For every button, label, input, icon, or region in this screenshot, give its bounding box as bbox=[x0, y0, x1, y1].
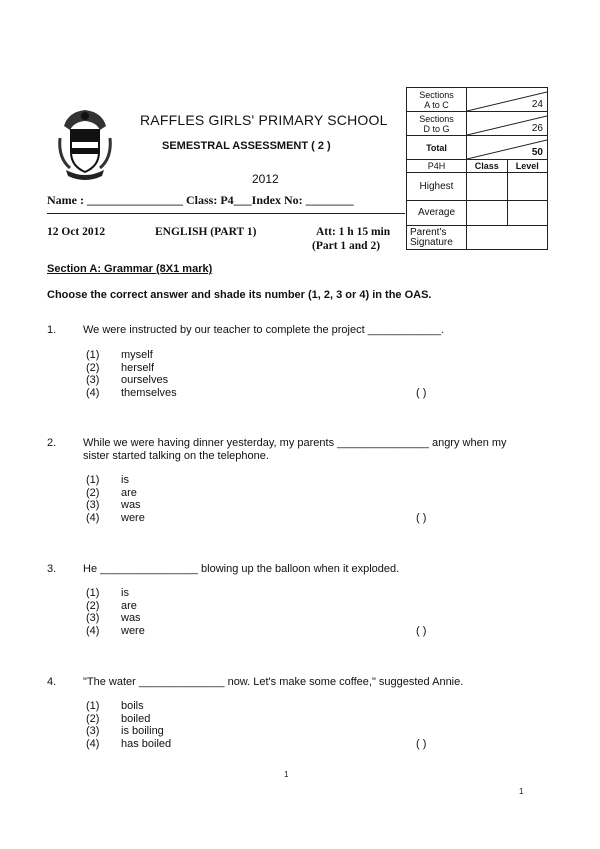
option-number: (2) bbox=[86, 361, 100, 374]
option-text: themselves bbox=[121, 386, 177, 399]
option-text: was bbox=[121, 612, 141, 625]
parents-signature-cell bbox=[467, 226, 548, 250]
highest-level-cell bbox=[507, 173, 548, 201]
question-text: While we were having dinner yesterday, my parents _______________ angry when my sister started talking on the telephone. bbox=[83, 437, 507, 462]
total-score-cell bbox=[467, 136, 548, 160]
average-level-cell bbox=[507, 201, 548, 226]
option-number: (3) bbox=[86, 725, 100, 738]
section-title: Section A: Grammar (8X1 mark) bbox=[47, 263, 213, 275]
option-number: (2) bbox=[86, 599, 100, 612]
question-text: "The water ______________ now. Let's make some coffee," suggested Annie. bbox=[83, 676, 464, 688]
option-text: were bbox=[121, 511, 145, 524]
section-instruction: Choose the correct answer and shade its number (1, 2, 3 or 4) in the OAS. bbox=[47, 289, 432, 301]
sections-d-g-label: Sections D to G bbox=[407, 112, 467, 136]
sections-d-g-score-cell bbox=[467, 112, 548, 136]
answer-bracket[interactable]: ( ) bbox=[416, 738, 427, 750]
question-text: He ________________ blowing up the balloon when it exploded. bbox=[83, 563, 400, 575]
header-divider bbox=[47, 213, 405, 214]
total-score: 50 bbox=[531, 147, 543, 158]
question-number: 3. bbox=[47, 563, 57, 575]
option-text: is bbox=[121, 587, 129, 599]
exam-date: 12 Oct 2012 bbox=[47, 226, 106, 238]
corner-mark: 1 bbox=[519, 787, 524, 796]
option-number: (1) bbox=[86, 349, 100, 361]
attempt-time: Att: 1 h 15 min bbox=[316, 226, 391, 238]
attempt-parts: (Part 1 and 2) bbox=[312, 240, 381, 252]
question-number: 1. bbox=[47, 324, 57, 336]
school-crest-logo bbox=[56, 108, 114, 180]
parents-signature-label: Parent's Signature bbox=[407, 226, 467, 250]
paper-title: ENGLISH (PART 1) bbox=[155, 226, 257, 238]
class-header: Class bbox=[467, 160, 508, 173]
exam-title: SEMESTRAL ASSESSMENT ( 2 ) bbox=[162, 140, 331, 152]
average-class-cell bbox=[467, 201, 508, 226]
sections-a-c-score: 24 bbox=[531, 99, 543, 110]
option-text: was bbox=[121, 499, 141, 512]
exam-year: 2012 bbox=[252, 172, 279, 186]
sections-a-c-label: Sections A to C bbox=[407, 88, 467, 112]
option-text: are bbox=[121, 599, 137, 612]
option-number: (3) bbox=[86, 374, 100, 387]
option-number: (1) bbox=[86, 700, 100, 712]
option-number: (1) bbox=[86, 587, 100, 599]
option-number: (2) bbox=[86, 486, 100, 499]
option-text: is boiling bbox=[121, 725, 164, 738]
option-number: (4) bbox=[86, 737, 100, 750]
school-name: RAFFLES GIRLS' PRIMARY SCHOOL bbox=[140, 112, 388, 128]
highest-class-cell bbox=[467, 173, 508, 201]
question-number: 2. bbox=[47, 437, 57, 449]
average-label: Average bbox=[407, 201, 467, 226]
total-label: Total bbox=[407, 136, 467, 160]
option-number: (1) bbox=[86, 474, 100, 486]
option-number: (2) bbox=[86, 712, 100, 725]
option-text: are bbox=[121, 486, 137, 499]
option-text: ourselves bbox=[121, 374, 169, 387]
option-number: (4) bbox=[86, 624, 100, 637]
sections-d-g-score: 26 bbox=[531, 123, 543, 134]
option-text: myself bbox=[121, 349, 153, 361]
option-text: were bbox=[121, 624, 145, 637]
option-number: (3) bbox=[86, 499, 100, 512]
option-text: boiled bbox=[121, 712, 151, 725]
score-table bbox=[406, 87, 548, 250]
option-number: (4) bbox=[86, 511, 100, 524]
sections-a-c-score-cell bbox=[467, 88, 548, 112]
option-number: (3) bbox=[86, 612, 100, 625]
p4h-label: P4H bbox=[407, 160, 467, 173]
option-number: (4) bbox=[86, 386, 100, 399]
answer-bracket[interactable]: ( ) bbox=[416, 625, 427, 637]
highest-label: Highest bbox=[407, 173, 467, 201]
question-text: We were instructed by our teacher to complete the project ____________. bbox=[83, 324, 445, 336]
option-text: is bbox=[121, 474, 129, 486]
question-number: 4. bbox=[47, 676, 57, 688]
answer-bracket[interactable]: ( ) bbox=[416, 512, 427, 524]
option-text: herself bbox=[121, 361, 155, 374]
name-class-index-line: Name : ________________ Class: P4___Index No: ________ bbox=[47, 193, 354, 207]
option-text: has boiled bbox=[121, 737, 172, 750]
option-text: boils bbox=[121, 700, 144, 712]
answer-bracket[interactable]: ( ) bbox=[416, 387, 427, 399]
page-number: 1 bbox=[284, 770, 289, 779]
level-header: Level bbox=[507, 160, 548, 173]
